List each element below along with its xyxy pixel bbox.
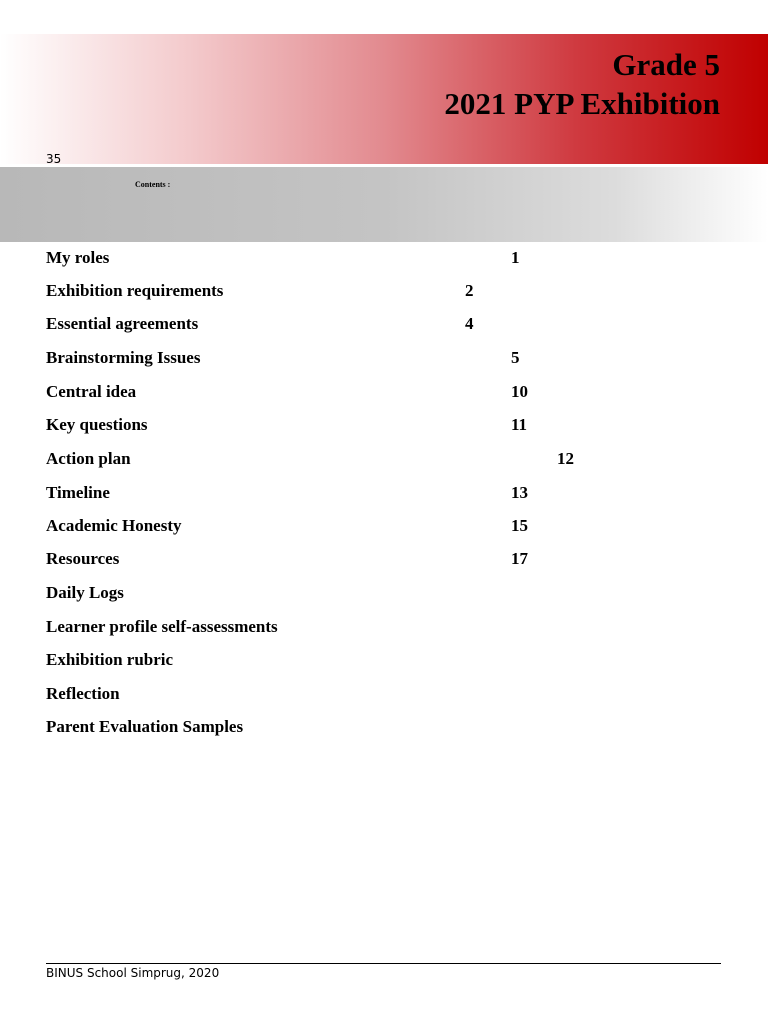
toc-item-page: 15 <box>511 516 528 535</box>
toc-item-page: 10 <box>511 382 528 401</box>
toc-item-label: Academic Honesty <box>46 516 182 535</box>
contents-band <box>0 167 768 242</box>
toc-item-page: 12 <box>557 449 574 468</box>
contents-label: Contents : <box>135 180 171 189</box>
toc-item-page: 5 <box>511 348 520 367</box>
toc-item-page: 11 <box>511 415 528 434</box>
toc-item-label: Exhibition rubric <box>46 650 174 669</box>
toc-item-page: 2 <box>465 281 474 300</box>
toc-item-label: Daily Logs <box>46 583 124 602</box>
toc-item-page: 1 <box>511 248 520 267</box>
footer-text: BINUS School Simprug, 2020 <box>46 966 220 980</box>
toc-item-label: Parent Evaluation Samples <box>46 717 244 736</box>
toc-item-label: Action plan <box>46 449 131 468</box>
toc-item-label: Key questions <box>46 415 148 434</box>
toc-item-page: 17 <box>511 549 528 568</box>
toc-item-page: 4 <box>465 314 474 333</box>
toc-item-label: Central idea <box>46 382 137 401</box>
toc-item-label: Reflection <box>46 684 120 703</box>
toc-item-label: My roles <box>46 248 110 267</box>
toc-item-label: Timeline <box>46 483 110 502</box>
toc-item-label: Learner profile self-assessments <box>46 617 278 636</box>
footer-divider <box>46 963 721 964</box>
document-title-exhibition: 2021 PYP Exhibition <box>444 86 720 121</box>
toc-item-label: Essential agreements <box>46 314 199 333</box>
document-title-grade: Grade 5 <box>612 47 720 82</box>
toc-item-label: Resources <box>46 549 120 568</box>
toc-item-label: Exhibition requirements <box>46 281 224 300</box>
toc-item-label: Brainstorming Issues <box>46 348 201 367</box>
toc-item-page: 13 <box>511 483 528 502</box>
page-number: 35 <box>46 152 62 166</box>
